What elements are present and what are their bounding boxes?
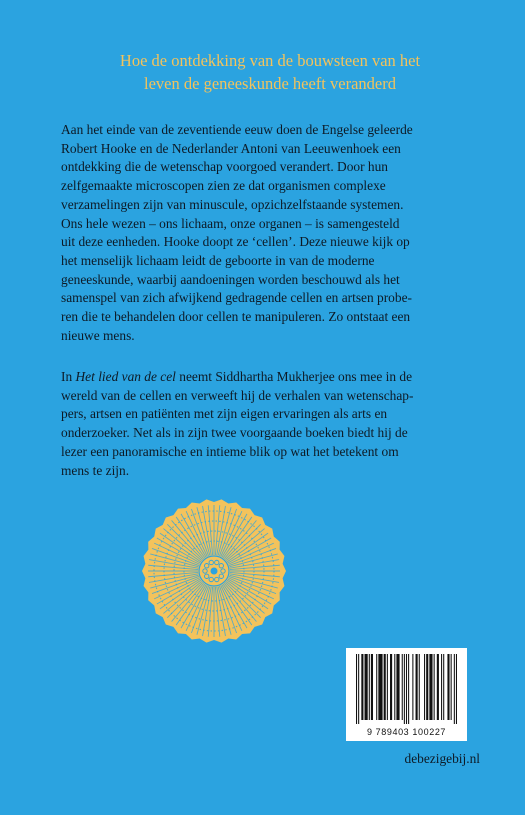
barcode-icon [356,654,457,724]
blurb-line: nieuwe mens. [61,327,135,343]
blurb-line: het menselijk lichaam leidt de geboorte in van de moderne [61,252,375,268]
blurb-line: onderzoeker. Net als in zijn twee voorgaande boeken biedt hij de [61,425,408,441]
blurb-line: geneeskunde, waarbij aandoeningen worden beschouwd als het [61,271,400,287]
blurb-paragraph-2 [61,368,481,480]
tagline-line: leven de geneeskunde heeft veranderd [144,74,396,93]
blurb-line: mens te zijn. [61,462,130,478]
barcode-panel [346,648,467,741]
publisher-url: debezigebij.nl [404,751,480,766]
isbn-number: 9 789403 100227 [366,727,447,737]
blurb-line: uit deze eenheden. Hooke doopt ze ‘cellen’. Deze nieuwe kijk op [61,234,410,250]
blurb-line: samenspel van zich afwijkend gedragende cellen en artsen probe- [61,290,412,306]
blurb-line: Ons hele wezen – ons lichaam, onze organen – is samengesteld [61,215,400,231]
cell-emblem-icon [141,498,287,644]
tagline-line: Hoe de ontdekking van de bouwsteen van het [119,51,421,70]
blurb-line: Robert Hooke en de Nederlander Antoni van Leeuwenhoek een [61,140,401,156]
blurb-line: ontdekking die de wetenschap voorgoed verandert. Door hun [61,159,388,175]
blurb-line: Aan het einde van de zeventiende eeuw doen de Engelse geleerde [61,122,413,137]
blurb-line: verzamelingen zijn van minuscule, opzichzelfstaande systemen. [61,196,404,212]
book-title: Het lied van de cel [75,369,176,384]
blurb-line: lezer een panoramische en intieme blik op wat het betekent om [61,443,399,459]
blurb-line: ren die te behandelen door cellen te manipuleren. Zo ontstaat een [61,309,411,325]
blurb-line: wereld van de cellen en verweeft hij de verhalen van wetenschap- [61,387,414,403]
suffix-text: neemt Siddhartha Mukherjee ons mee in de [175,369,413,384]
back-cover-tagline [60,49,480,95]
prefix-text: In [61,369,76,384]
blurb-line: zelfgemaakte microscopen zien ze dat organismen complexe [61,178,386,194]
blurb-paragraph-1 [61,121,481,345]
blurb-line [61,368,481,387]
blurb-line: pers, artsen en patiënten met zijn eigen ervaringen als arts en [61,406,388,422]
